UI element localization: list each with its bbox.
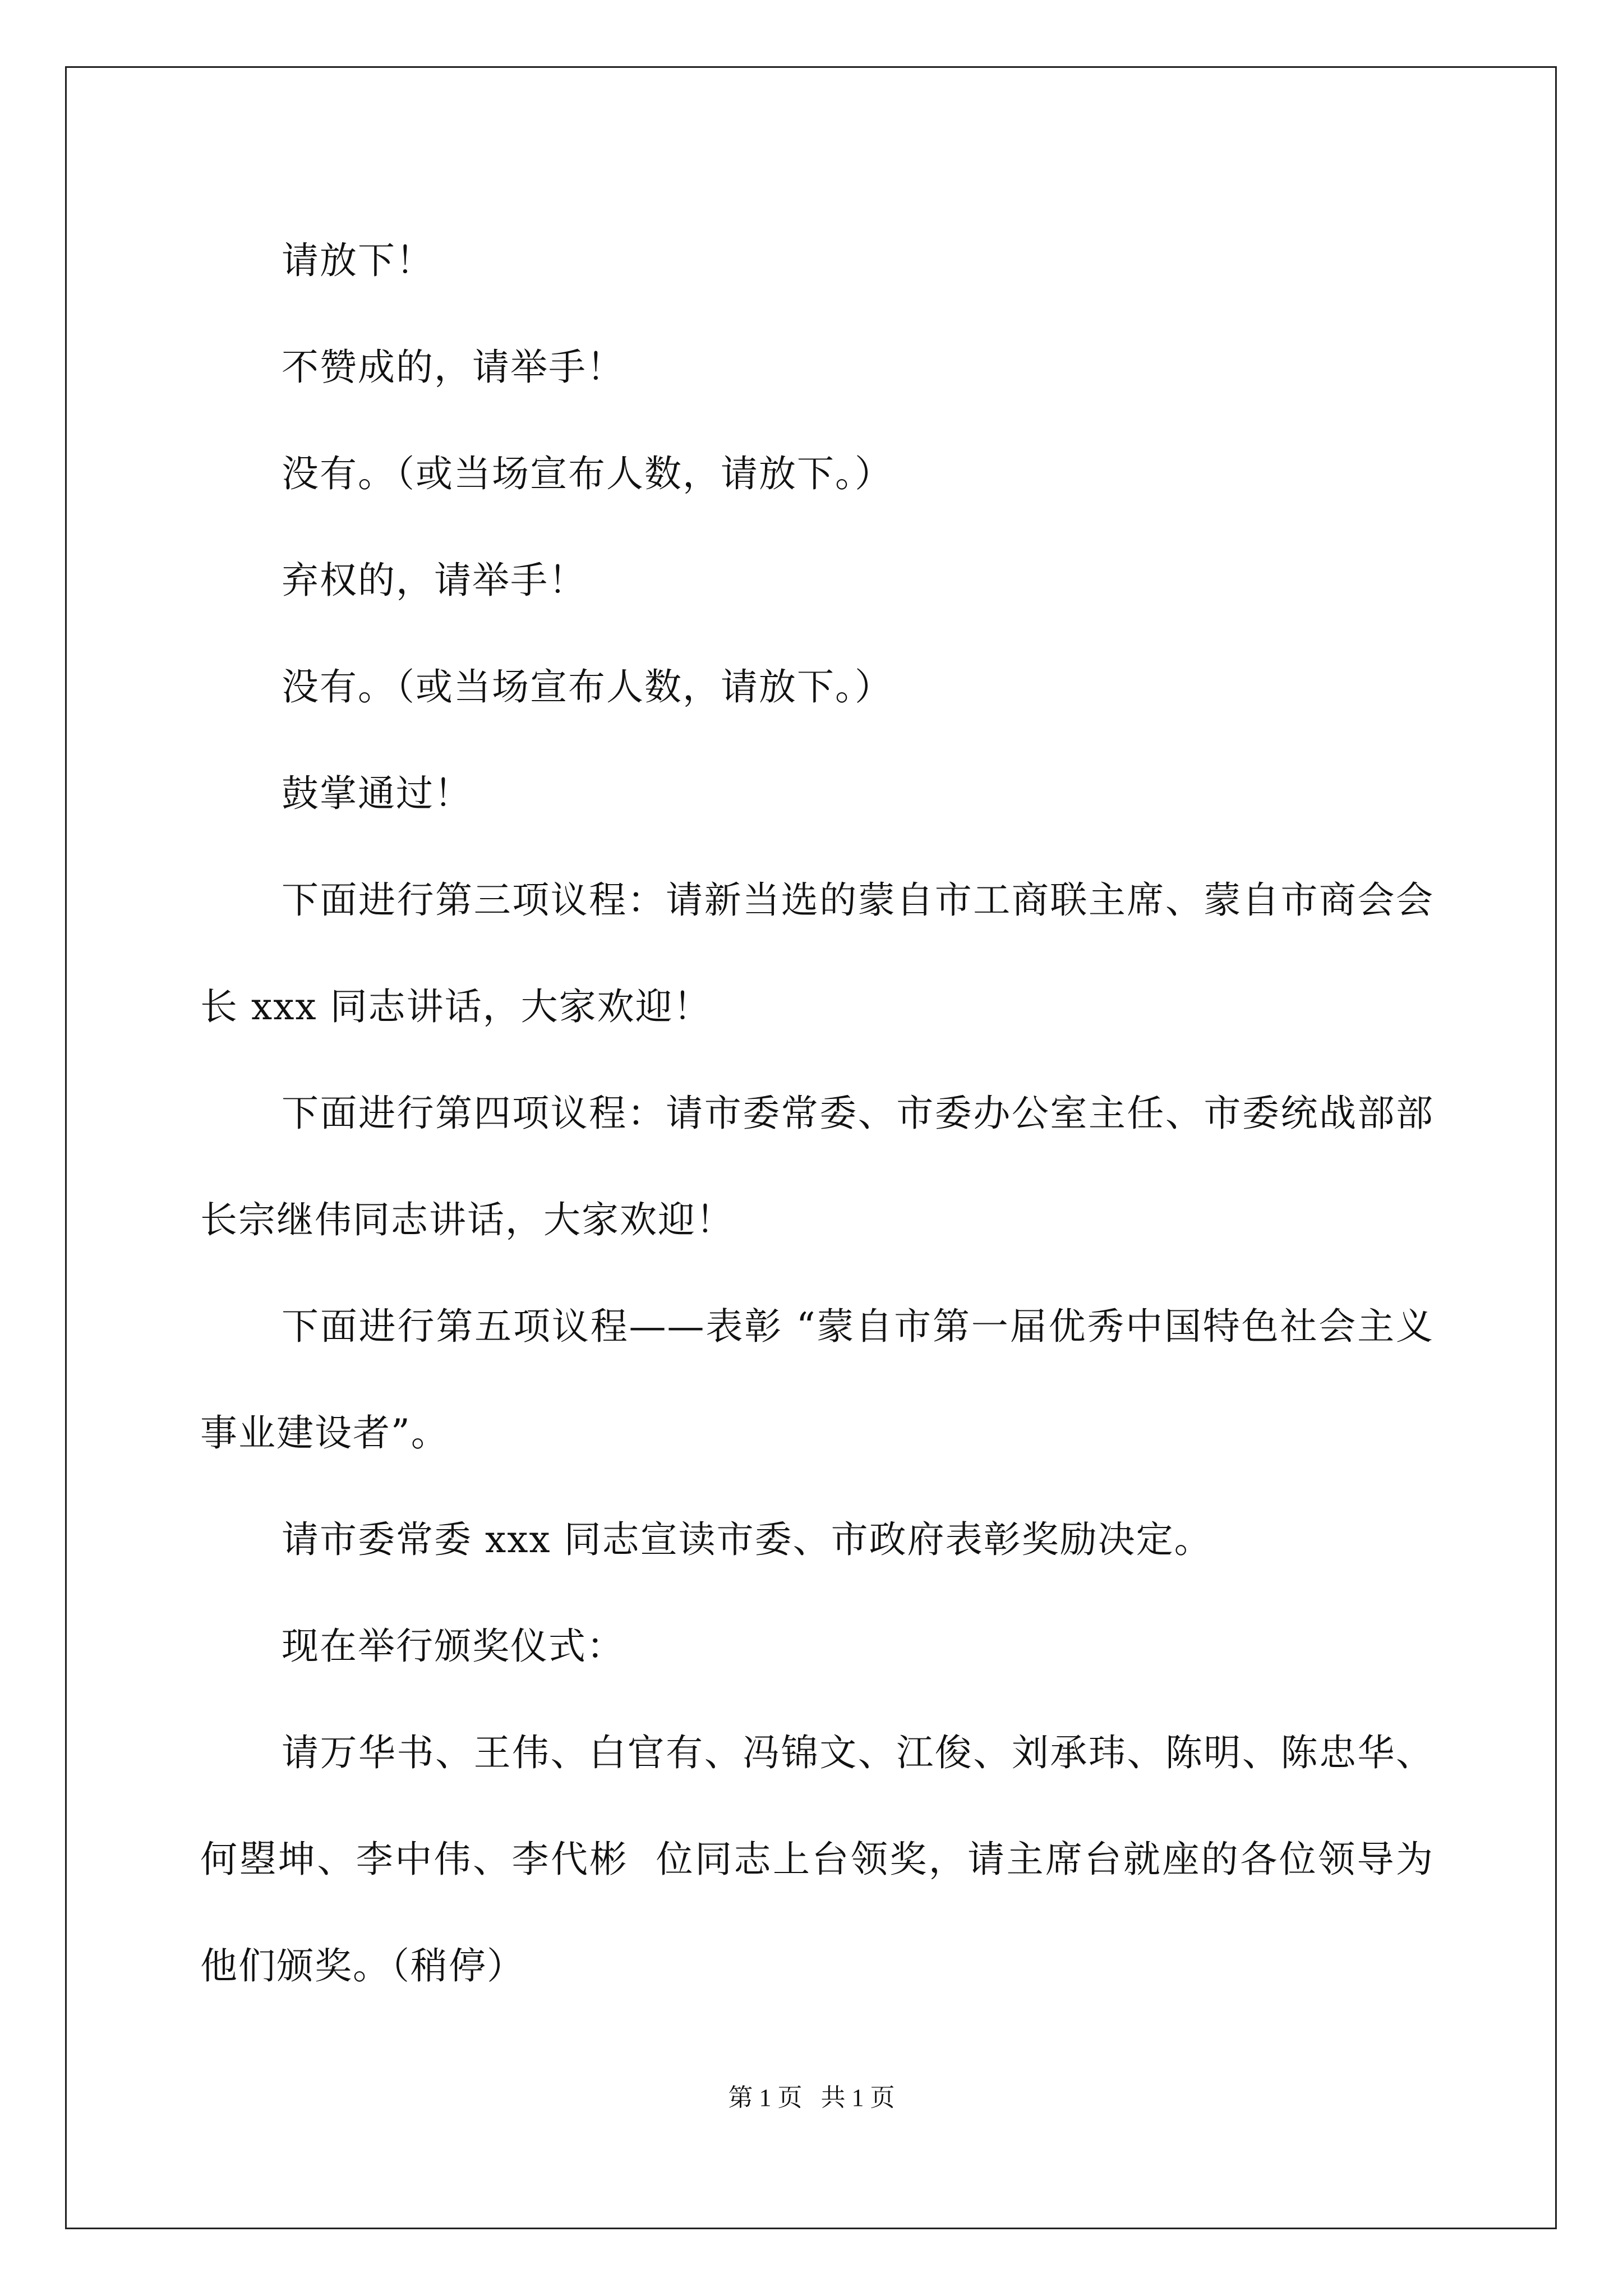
paragraph: 下面进行第三项议程：请新当选的蒙自市工商联主席、蒙自市商会会长 xxx 同志讲话，大家欢迎！ — [200, 878, 1434, 1028]
paragraph: 没有。（或当场宣布人数，请放下。） — [282, 665, 893, 708]
paragraph: 不赞成的，请举手！ — [282, 346, 625, 389]
paragraph: 下面进行第五项议程——表彰 “蒙自市第一届优秀中国特色社会主义事业建设者”。 — [200, 1305, 1434, 1455]
paragraph: 现在举行颁奖仪式： — [282, 1625, 625, 1668]
paragraph: 没有。（或当场宣布人数，请放下。） — [282, 452, 893, 495]
paragraph: 请市委常委 xxx 同志宣读市委、市政府表彰奖励决定。 — [282, 1518, 1212, 1561]
page-number-footer: 第 1 页 共 1 页 — [728, 2084, 895, 2111]
paragraph: 鼓掌通过！ — [282, 772, 472, 815]
paragraph: 请万华书、王伟、白官有、冯锦文、江俊、刘承玮、陈明、陈忠华、何曌坤、李中伟、李代彬 位同志上台领奖，请主席台就座的各位领导为他们颁奖。（稍停） — [200, 1731, 1434, 1987]
paragraph: 下面进行第四项议程：请市委常委、市委办公室主任、市委统战部部长宗继伟同志讲话，大家欢迎！ — [200, 1092, 1434, 1241]
paragraph: 弃权的，请举手！ — [282, 559, 587, 602]
paragraph: 请放下！ — [282, 239, 434, 282]
document-body — [200, 208, 1434, 2019]
